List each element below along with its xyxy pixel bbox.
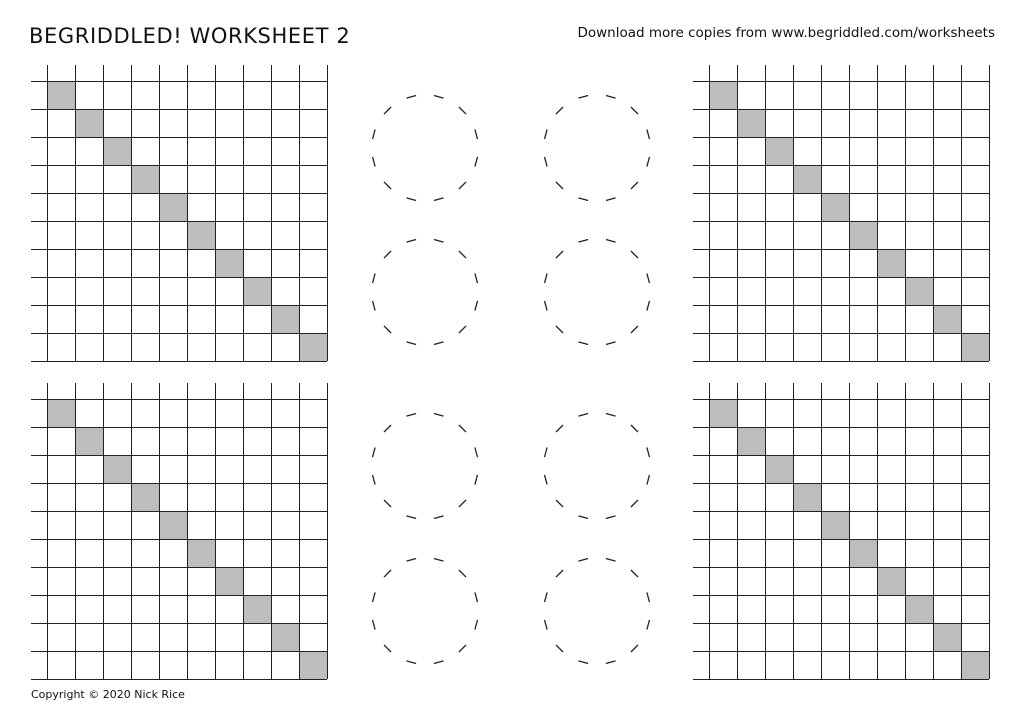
- shaded-cell: [793, 165, 821, 193]
- dial-tick: [384, 570, 391, 577]
- dial-tick: [459, 107, 466, 114]
- dial-tick: [647, 301, 650, 311]
- shaded-cell: [765, 455, 793, 483]
- dial-tick: [475, 301, 478, 311]
- dial-tick: [631, 570, 638, 577]
- dial-1: [369, 92, 481, 204]
- dial-tick: [384, 326, 391, 333]
- shaded-cell: [709, 399, 737, 427]
- dial-tick: [373, 447, 376, 457]
- shaded-cell: [299, 651, 327, 679]
- shaded-cell: [271, 623, 299, 651]
- dial-tick: [606, 414, 616, 417]
- dial-tick: [459, 182, 466, 189]
- dial-tick: [434, 559, 444, 562]
- dial-tick: [606, 661, 616, 664]
- dial-tick: [434, 661, 444, 664]
- shaded-cell: [933, 623, 961, 651]
- dial-tick: [631, 645, 638, 652]
- shaded-cell: [961, 651, 989, 679]
- dial-8: [541, 555, 653, 667]
- shaded-cell: [737, 109, 765, 137]
- dial-4: [541, 236, 653, 348]
- dial-tick: [406, 661, 416, 664]
- dial-tick: [647, 475, 650, 485]
- shaded-cell: [821, 193, 849, 221]
- shaded-cell: [215, 249, 243, 277]
- shaded-cell: [159, 193, 187, 221]
- dial-tick: [606, 559, 616, 562]
- shaded-cell: [271, 305, 299, 333]
- dial-tick: [556, 425, 563, 432]
- dial-tick: [475, 273, 478, 283]
- dial-tick: [556, 107, 563, 114]
- dial-tick: [647, 592, 650, 602]
- dial-tick: [475, 592, 478, 602]
- dial-tick: [578, 516, 588, 519]
- dial-tick: [578, 661, 588, 664]
- dial-tick: [578, 559, 588, 562]
- shaded-cell: [849, 539, 877, 567]
- shaded-cell: [47, 81, 75, 109]
- dial-tick: [406, 198, 416, 201]
- dial-tick: [475, 447, 478, 457]
- shaded-cell: [765, 137, 793, 165]
- dial-tick: [556, 326, 563, 333]
- worksheet-title: BEGRIDDLED! WORKSHEET 2: [29, 24, 351, 48]
- dial-tick: [475, 129, 478, 139]
- dial-tick: [556, 570, 563, 577]
- dial-tick: [631, 326, 638, 333]
- dial-tick: [406, 240, 416, 243]
- dial-tick: [556, 645, 563, 652]
- dial-tick: [578, 198, 588, 201]
- dial-tick: [545, 301, 548, 311]
- dial-tick: [434, 516, 444, 519]
- dial-tick: [373, 592, 376, 602]
- dial-tick: [373, 273, 376, 283]
- shaded-cell: [299, 333, 327, 361]
- dial-tick: [434, 240, 444, 243]
- dial-tick: [545, 592, 548, 602]
- dial-tick: [384, 107, 391, 114]
- shaded-cell: [243, 595, 271, 623]
- shaded-cell: [709, 81, 737, 109]
- dial-tick: [406, 414, 416, 417]
- dial-tick: [373, 475, 376, 485]
- shaded-cell: [103, 455, 131, 483]
- dial-tick: [434, 198, 444, 201]
- dial-tick: [578, 240, 588, 243]
- shaded-cell: [215, 567, 243, 595]
- shaded-cell: [905, 595, 933, 623]
- dial-tick: [459, 570, 466, 577]
- shaded-cell: [159, 511, 187, 539]
- shaded-cell: [877, 249, 905, 277]
- shaded-cell: [877, 567, 905, 595]
- dial-tick: [406, 516, 416, 519]
- shaded-cell: [961, 333, 989, 361]
- dial-2: [541, 92, 653, 204]
- shaded-cell: [187, 221, 215, 249]
- dial-tick: [545, 475, 548, 485]
- dial-tick: [631, 251, 638, 258]
- grid-top-right: [693, 65, 993, 365]
- dial-tick: [606, 240, 616, 243]
- dial-tick: [631, 182, 638, 189]
- dial-tick: [459, 326, 466, 333]
- dial-tick: [406, 342, 416, 345]
- dial-tick: [606, 516, 616, 519]
- dial-tick: [384, 500, 391, 507]
- dial-tick: [647, 447, 650, 457]
- dial-tick: [434, 96, 444, 99]
- grid-top-left: [31, 65, 331, 365]
- dial-tick: [384, 425, 391, 432]
- dial-tick: [578, 414, 588, 417]
- dial-tick: [578, 342, 588, 345]
- dial-tick: [434, 414, 444, 417]
- dial-tick: [373, 157, 376, 167]
- dial-tick: [647, 620, 650, 630]
- shaded-cell: [47, 399, 75, 427]
- dial-7: [369, 555, 481, 667]
- dial-tick: [406, 96, 416, 99]
- shaded-cell: [821, 511, 849, 539]
- dial-tick: [606, 198, 616, 201]
- dial-5: [369, 410, 481, 522]
- dial-tick: [545, 447, 548, 457]
- shaded-cell: [131, 483, 159, 511]
- dial-tick: [631, 425, 638, 432]
- dial-tick: [406, 559, 416, 562]
- shaded-cell: [905, 277, 933, 305]
- dial-tick: [556, 251, 563, 258]
- dial-tick: [434, 342, 444, 345]
- download-link-text: Download more copies from www.begriddled.com/worksheets: [577, 25, 995, 41]
- shaded-cell: [75, 109, 103, 137]
- shaded-cell: [793, 483, 821, 511]
- dial-tick: [459, 251, 466, 258]
- dial-tick: [647, 273, 650, 283]
- dial-tick: [475, 475, 478, 485]
- shaded-cell: [933, 305, 961, 333]
- dial-tick: [373, 129, 376, 139]
- dial-tick: [373, 301, 376, 311]
- dial-tick: [459, 645, 466, 652]
- copyright-notice: Copyright © 2020 Nick Rice: [31, 688, 185, 701]
- dial-tick: [647, 129, 650, 139]
- dial-3: [369, 236, 481, 348]
- dial-tick: [631, 107, 638, 114]
- dial-tick: [556, 182, 563, 189]
- dial-tick: [545, 620, 548, 630]
- shaded-cell: [243, 277, 271, 305]
- dial-tick: [647, 157, 650, 167]
- dial-tick: [384, 251, 391, 258]
- shaded-cell: [131, 165, 159, 193]
- grid-bottom-left: [31, 383, 331, 683]
- dial-tick: [373, 620, 376, 630]
- shaded-cell: [849, 221, 877, 249]
- shaded-cell: [75, 427, 103, 455]
- dial-tick: [384, 645, 391, 652]
- dial-6: [541, 410, 653, 522]
- dial-tick: [459, 425, 466, 432]
- dial-tick: [459, 500, 466, 507]
- dial-tick: [545, 273, 548, 283]
- dial-tick: [631, 500, 638, 507]
- shaded-cell: [103, 137, 131, 165]
- dial-tick: [475, 157, 478, 167]
- shaded-cell: [187, 539, 215, 567]
- dial-tick: [578, 96, 588, 99]
- dial-tick: [384, 182, 391, 189]
- shaded-cell: [737, 427, 765, 455]
- dial-tick: [545, 157, 548, 167]
- dial-tick: [475, 620, 478, 630]
- grid-bottom-right: [693, 383, 993, 683]
- dial-tick: [556, 500, 563, 507]
- dial-tick: [606, 96, 616, 99]
- dial-tick: [606, 342, 616, 345]
- dial-tick: [545, 129, 548, 139]
